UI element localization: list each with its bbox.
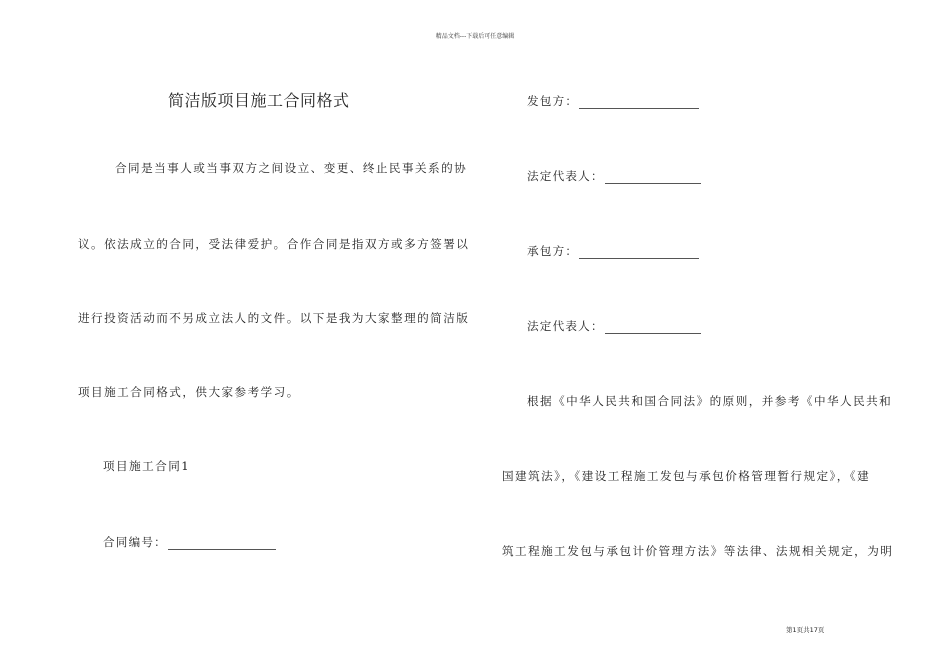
intro-line-3: 进行投资活动而不另成立法人的文件。以下是我为大家整理的简洁版 (78, 311, 470, 325)
employer-legal-rep-label: 法定代表人： (527, 169, 604, 183)
contractor-legal-rep-blank (605, 323, 701, 334)
intro-line-4: 项目施工合同格式，供大家参考学习。 (78, 385, 300, 399)
employer-field (527, 93, 699, 109)
contractor-blank (579, 248, 699, 259)
contractor-label: 承包方： (527, 244, 579, 258)
contractor-field (527, 243, 699, 259)
contractor-legal-rep-field (527, 318, 701, 334)
header-note: 精品文档---下载后可任意编辑 (435, 33, 515, 40)
page-number: 第1页共17页 (786, 626, 825, 634)
contract-number-label: 合同编号： (103, 535, 167, 549)
employer-legal-rep-blank (605, 173, 701, 184)
contract-number-blank (168, 539, 276, 550)
body-line-1: 根据《中华人民共和国合同法》的原则，并参考《中华人民共和 (527, 394, 893, 408)
employer-label: 发包方： (527, 94, 579, 108)
document-title: 简洁版项目施工合同格式 (168, 91, 350, 110)
intro-line-2: 议。依法成立的合同，受法律爱护。合作合同是指双方或多方签署以 (78, 237, 470, 251)
contractor-legal-rep-label: 法定代表人： (527, 319, 604, 333)
body-line-2: 国建筑法》，《建设工程施工发包与承包价格管理暂行规定》，《建 (502, 469, 871, 483)
employer-blank (579, 98, 699, 109)
intro-line-1: 合同是当事人或当事双方之间设立、变更、终止民事关系的协 (115, 161, 468, 175)
contract-heading: 项目施工合同1 (103, 459, 191, 473)
contract-number-field (103, 534, 276, 550)
body-line-3: 筑工程施工发包与承包计价管理方法》等法律、法规相关规定，为明 (502, 544, 894, 558)
employer-legal-rep-field (527, 168, 701, 184)
